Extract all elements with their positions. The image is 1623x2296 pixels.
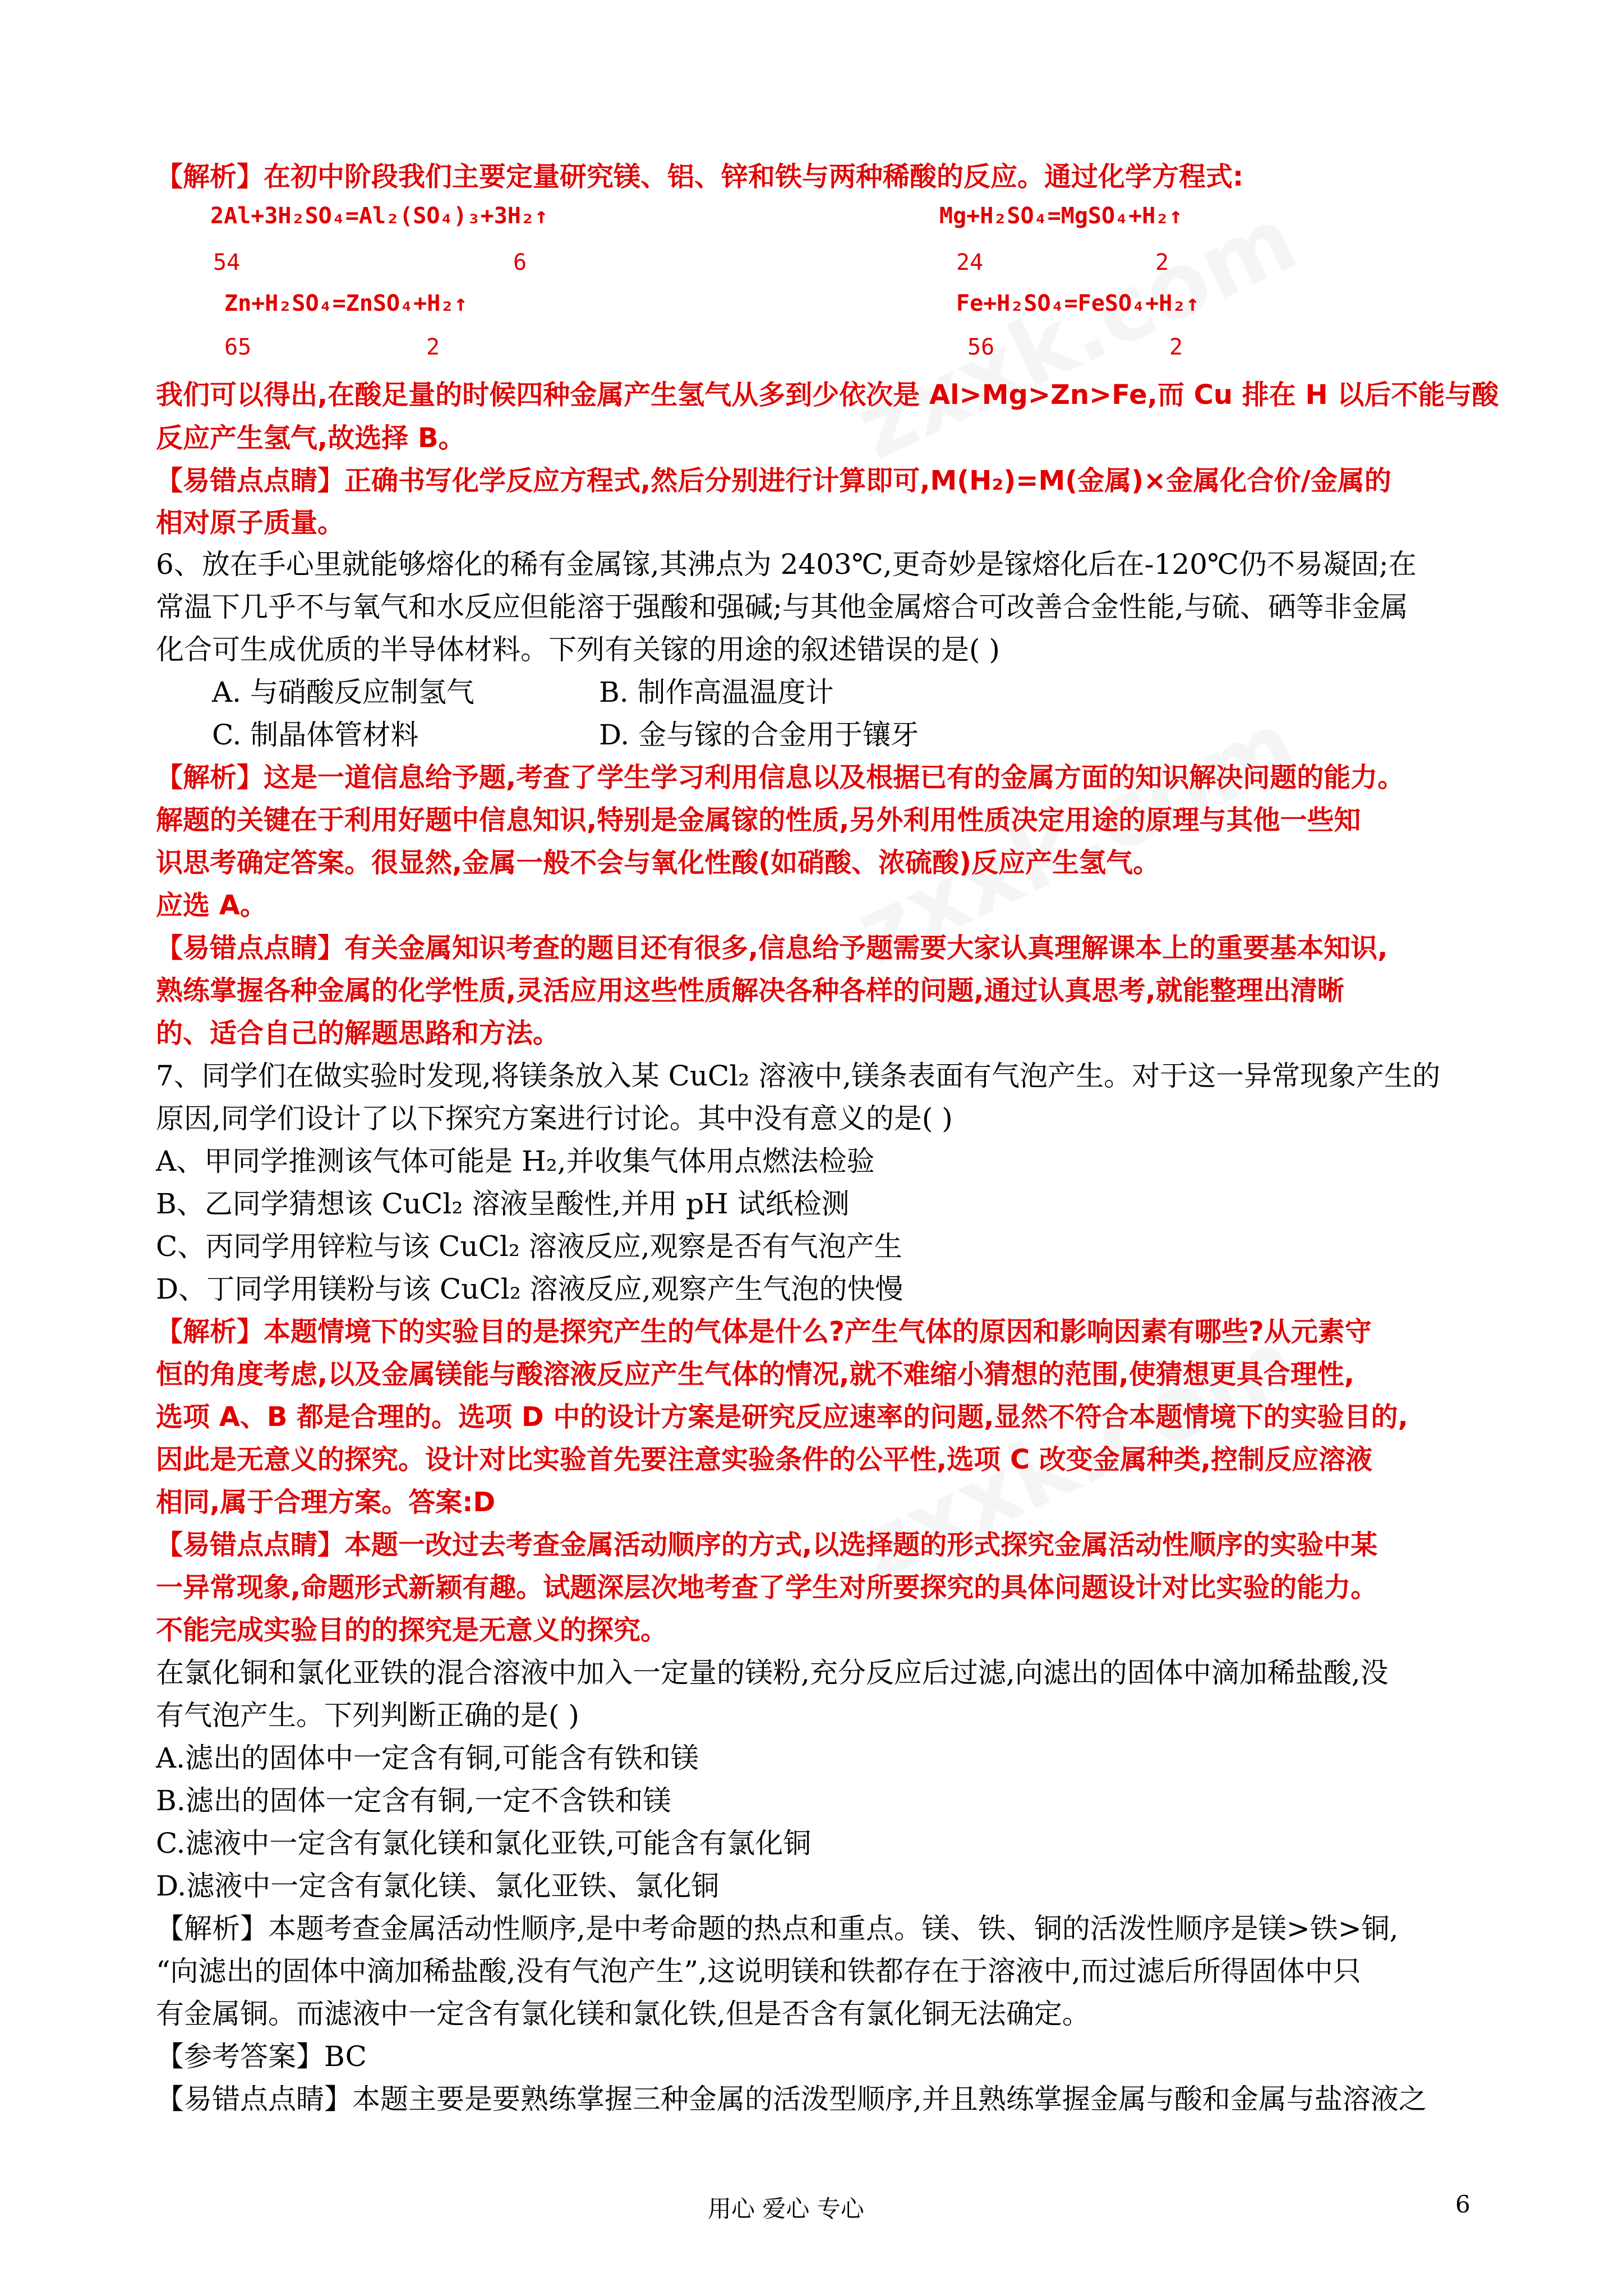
question-6: [156, 543, 1468, 756]
error-tip-line: 【易错点点睛】正确书写化学反应方程式,然后分别进行计算即可,M(H₂)=M(金属)×金属化合价/金属的: [156, 465, 1391, 496]
al-mass: 54: [213, 250, 241, 275]
analysis-line: “向滤出的固体中滴加稀盐酸,没有气泡产生”,这说明镁和铁都存在于溶液中,而过滤后所得固体中只: [156, 1955, 1361, 1987]
question-text: 有气泡产生。下列判断正确的是( ): [156, 1699, 579, 1732]
fe-mass: 56: [967, 334, 995, 360]
question-text: 常温下几乎不与氧气和水反应但能溶于强酸和强碱;与其他金属熔合可改善合金性能,与硫、硒等非金属: [156, 591, 1408, 623]
error-tip-line: 熟练掌握各种金属的化学性质,灵活应用这些性质解决各种各样的问题,通过认真思考,就能整理出清晰: [156, 975, 1344, 1006]
analysis-heading-line: 【解析】在初中阶段我们主要定量研究镁、铝、锌和铁与两种稀酸的反应。通过化学方程式:: [156, 161, 1244, 192]
page-number: 6: [1455, 2191, 1470, 2218]
analysis-answer: 应选 A。: [156, 890, 267, 921]
analysis-line: 【解析】本题情境下的实验目的是探究产生的气体是什么?产生气体的原因和影响因素有哪些?从元素守: [156, 1316, 1372, 1347]
error-tip-line: 【易错点点睛】本题一改过去考查金属活动顺序的方式,以选择题的形式探究金属活动性顺序的实验中某: [156, 1529, 1378, 1561]
error-tip-line: 【易错点点睛】有关金属知识考查的题目还有很多,信息给予题需要大家认真理解课本上的重要基本知识,: [156, 932, 1388, 964]
question-8: [156, 1651, 1427, 2120]
question-text: 化合可生成优质的半导体材料。下列有关镓的用途的叙述错误的是( ): [156, 633, 1000, 666]
option-d[interactable]: D、丁同学用镁粉与该 CuCl₂ 溶液反应,观察产生气泡的快慢: [156, 1273, 903, 1305]
option-d[interactable]: D.滤液中一定含有氯化镁、氯化亚铁、氯化铜: [156, 1870, 720, 1902]
question-text: 原因,同学们设计了以下探究方案进行讨论。其中没有意义的是( ): [156, 1102, 953, 1135]
analysis-line: 识思考确定答案。很显然,金属一般不会与氧化性酸(如硝酸、浓硫酸)反应产生氢气。: [156, 847, 1160, 878]
option-a[interactable]: A.滤出的固体中一定含有铜,可能含有铁和镁: [156, 1742, 699, 1774]
error-tip-line: 【易错点点睛】本题主要是要熟练掌握三种金属的活泼型顺序,并且熟练掌握金属与酸和金属与盐溶液之: [156, 2083, 1427, 2115]
question-text: 在氯化铜和氯化亚铁的混合溶液中加入一定量的镁粉,充分反应后过滤,向滤出的固体中滴加稀盐酸,没: [156, 1657, 1389, 1689]
zn-mass: 65: [224, 334, 252, 360]
analysis-line: 解题的关键在于利用好题中信息知识,特别是金属镓的性质,另外利用性质决定用途的原理与其他一些知: [156, 804, 1361, 836]
option-b[interactable]: B. 制作高温温度计: [599, 676, 834, 708]
option-a[interactable]: A. 与硝酸反应制氢气: [212, 676, 474, 708]
option-a[interactable]: A、甲同学推测该气体可能是 H₂,并收集气体用点燃法检验: [156, 1145, 875, 1177]
error-tip-line: 一异常现象,命题形式新颖有趣。试题深层次地考查了学生对所要探究的具体问题设计对比实验的能力。: [156, 1572, 1378, 1603]
analysis-q7: [156, 1310, 1408, 1651]
mg-mass: 24: [956, 250, 984, 275]
analysis-line: 【解析】本题考查金属活动性顺序,是中考命题的热点和重点。镁、铁、铜的活泼性顺序是镁>铁>铜,: [156, 1912, 1399, 1945]
option-d[interactable]: D. 金与镓的合金用于镶牙: [599, 719, 919, 751]
watermark: [841, 186, 1312, 480]
analysis-line: 因此是无意义的探究。设计对比实验首先要注意实验条件的公平性,选项 C 改变金属种类,控制反应溶液: [156, 1444, 1373, 1475]
analysis-line: 【解析】这是一道信息给予题,考查了学生学习利用信息以及根据已有的金属方面的知识解决问题的能力。: [156, 762, 1405, 793]
option-c[interactable]: C. 制晶体管材料: [212, 719, 419, 751]
error-tip-line: 相对原子质量。: [156, 507, 345, 539]
question-text: 6、放在手心里就能够熔化的稀有金属镓,其沸点为 2403℃,更奇妙是镓熔化后在-120℃仍不易凝固;在: [156, 548, 1417, 581]
zn-h2: 2: [426, 334, 440, 360]
question-7: [156, 1055, 1440, 1310]
footer-motto: 用心 爱心 专心: [708, 2195, 864, 2223]
fe-h2: 2: [1169, 334, 1183, 360]
analysis-line: 恒的角度考虑,以及金属镁能与酸溶液反应产生气体的情况,就不难缩小猜想的范围,使猜想更具合理性,: [156, 1359, 1354, 1390]
conclusion-line: 我们可以得出,在酸足量的时候四种金属产生氢气从多到少依次是 Al>Mg>Zn>Fe,而 Cu 排在 H 以后不能与酸: [156, 379, 1499, 411]
option-b[interactable]: B.滤出的固体一定含有铜,一定不含铁和镁: [156, 1784, 671, 1817]
error-tip-line: 不能完成实验目的的探究是无意义的探究。: [156, 1614, 668, 1646]
equation-fe: Fe+H₂SO₄=FeSO₄+H₂↑: [956, 291, 1200, 316]
reference-answer: 【参考答案】BC: [156, 2040, 367, 2073]
al-h2: 6: [513, 250, 527, 275]
error-tip-line: 的、适合自己的解题思路和方法。: [156, 1018, 560, 1049]
question-text: 7、同学们在做实验时发现,将镁条放入某 CuCl₂ 溶液中,镁条表面有气泡产生。对于这一异常现象产生的: [156, 1060, 1441, 1092]
mg-h2: 2: [1155, 250, 1169, 275]
analysis-line: 有金属铜。而滤液中一定含有氯化镁和氯化铁,但是否含有氯化铜无法确定。: [156, 1998, 1090, 2030]
options-row: [156, 714, 1468, 756]
option-b[interactable]: B、乙同学猜想该 CuCl₂ 溶液呈酸性,并用 pH 试纸检测: [156, 1188, 850, 1220]
equation-zn: Zn+H₂SO₄=ZnSO₄+H₂↑: [224, 291, 468, 316]
option-c[interactable]: C.滤液中一定含有氯化镁和氯化亚铁,可能含有氯化铜: [156, 1827, 811, 1860]
equation-mg: Mg+H₂SO₄=MgSO₄+H₂↑: [939, 203, 1183, 229]
analysis-answer: 相同,属于合理方案。答案:D: [156, 1487, 496, 1518]
conclusion-line: 反应产生氢气,故选择 B。: [156, 422, 465, 454]
equation-al: 2Al+3H₂SO₄=Al₂(SO₄)₃+3H₂↑: [210, 203, 548, 229]
analysis-line: 选项 A、B 都是合理的。选项 D 中的设计方案是研究反应速率的问题,显然不符合本题情境下的实验目的,: [156, 1401, 1408, 1433]
option-c[interactable]: C、丙同学用锌粒与该 CuCl₂ 溶液反应,观察是否有气泡产生: [156, 1230, 902, 1263]
analysis-q6: [156, 756, 1404, 1055]
options-row: [156, 671, 1468, 714]
